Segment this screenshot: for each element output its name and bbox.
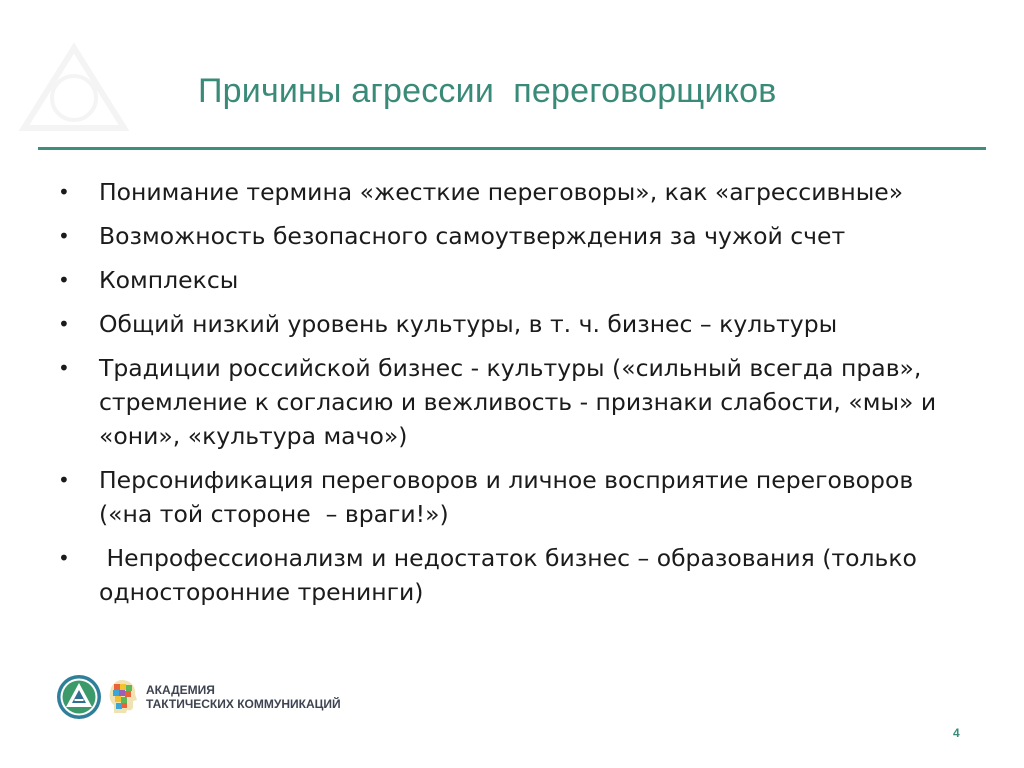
bullet-item (58, 175, 958, 209)
slide-title: Причины агрессии переговорщиков (198, 72, 777, 110)
bullet-marker: • (58, 546, 70, 570)
bullet-marker: • (58, 312, 70, 336)
corner-watermark-icon (14, 38, 134, 138)
page-number: 4 (953, 726, 960, 740)
bullet-marker: • (58, 356, 70, 380)
bullet-text: Общий низкий уровень культуры, в т. ч. бизнес – культуры (99, 310, 838, 338)
bullet-text: Понимание термина «жесткие переговоры», как «агрессивные» (99, 178, 904, 206)
bullet-item (58, 219, 958, 253)
bullet-item (58, 351, 958, 453)
bullet-marker: • (58, 224, 70, 248)
bullet-item (58, 263, 958, 297)
bullet-marker: • (58, 468, 70, 492)
footer-brand (146, 683, 341, 711)
bullet-item (58, 307, 958, 341)
bullet-text: Комплексы (99, 266, 239, 294)
bullet-item (58, 541, 958, 609)
bullet-list (58, 175, 958, 619)
bullet-marker: • (58, 268, 70, 292)
bullet-text: Традиции российской бизнес - культуры («сильный всегда прав», стремление к согласию и вежливость - признаки слабости, «мы» и «они», «культура мачо») (99, 354, 944, 450)
brand-line-1: АКАДЕМИЯ (146, 683, 215, 697)
bullet-text: Возможность безопасного самоутверждения за чужой счет (99, 222, 846, 250)
bullet-item (58, 463, 958, 531)
triangle-a-logo-icon (56, 674, 102, 720)
colored-head-icon (108, 678, 138, 714)
brand-line-2: ТАКТИЧЕСКИХ КОММУНИКАЦИЙ (146, 697, 341, 711)
bullet-text: Непрофессионализм и недостаток бизнес – образования (только односторонние тренинги) (99, 544, 925, 606)
bullet-text: Персонификация переговоров и личное восприятие переговоров («на той стороне – враги!») (99, 466, 921, 528)
bullet-marker: • (58, 180, 70, 204)
title-divider (38, 147, 986, 150)
